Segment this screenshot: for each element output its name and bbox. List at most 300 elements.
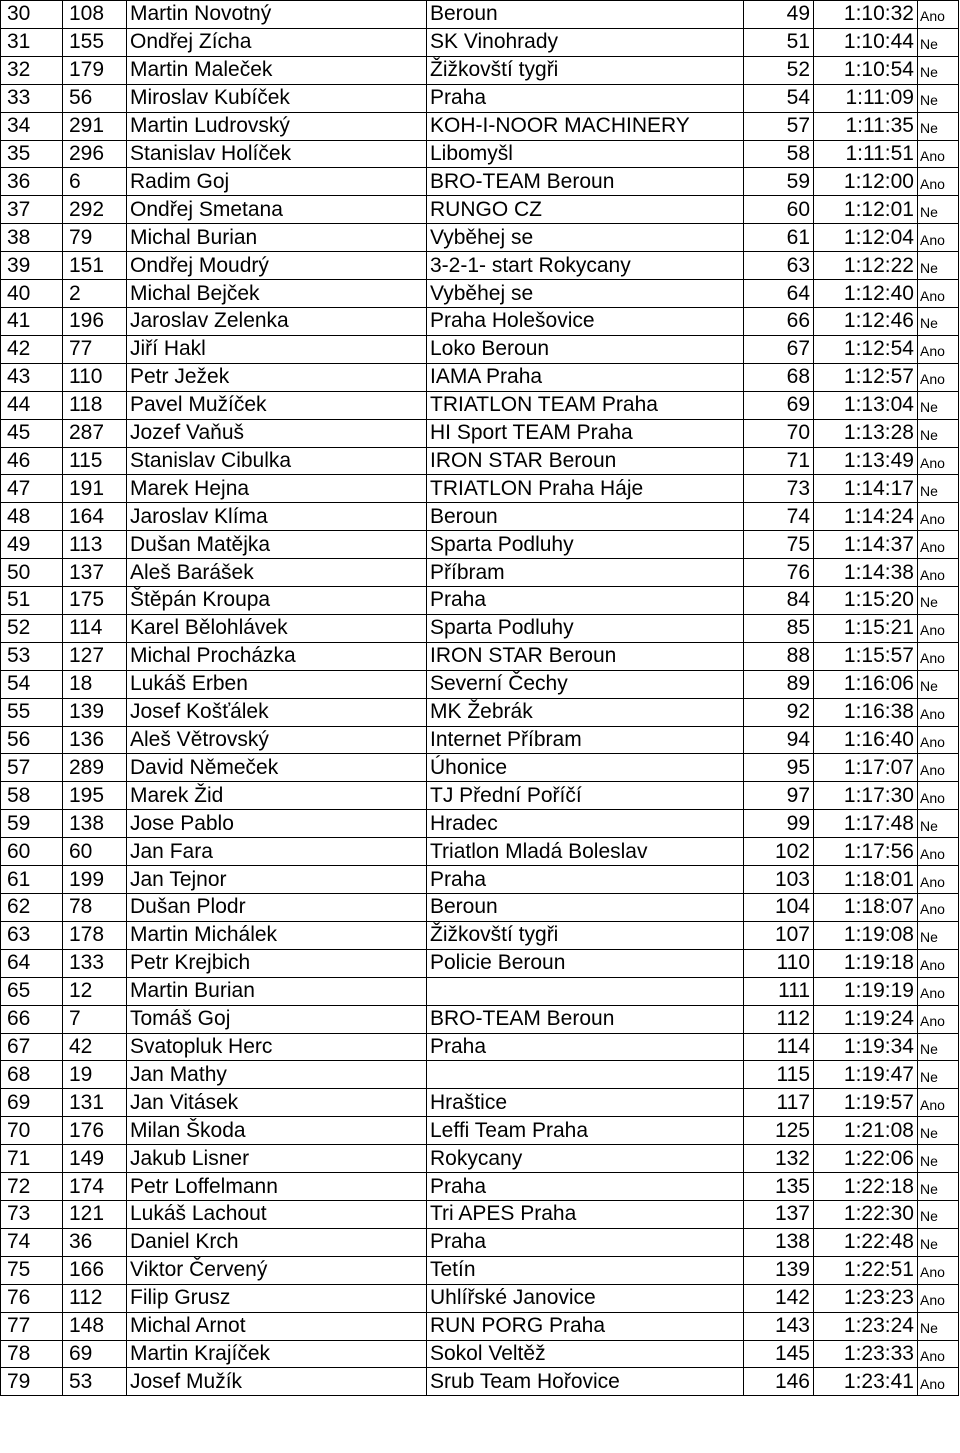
club-cell: Srub Team Hořovice [427, 1368, 744, 1396]
runner-name-cell: Stanislav Holíček [127, 140, 427, 168]
club-cell: Beroun [427, 894, 744, 922]
overall-rank-cell: 112 [744, 1005, 814, 1033]
bib-number-cell: 176 [63, 1117, 127, 1145]
runner-name-cell: Josef Mužík [127, 1368, 427, 1396]
club-cell: Žižkovští tygři [427, 921, 744, 949]
bib-number-cell: 60 [63, 838, 127, 866]
overall-rank-cell: 66 [744, 307, 814, 335]
bib-number-cell: 149 [63, 1145, 127, 1173]
place-cell: 65 [1, 977, 63, 1005]
overall-rank-cell: 142 [744, 1284, 814, 1312]
bib-number-cell: 137 [63, 559, 127, 587]
finish-time-cell: 1:10:44 [814, 28, 918, 56]
flag-cell: Ne [918, 921, 959, 949]
place-cell: 67 [1, 1033, 63, 1061]
runner-name-cell: Michal Burian [127, 224, 427, 252]
club-cell: Vyběhej se [427, 280, 744, 308]
place-cell: 63 [1, 921, 63, 949]
flag-cell: Ne [918, 391, 959, 419]
place-cell: 35 [1, 140, 63, 168]
place-cell: 41 [1, 307, 63, 335]
runner-name-cell: Dušan Plodr [127, 894, 427, 922]
club-cell [427, 977, 744, 1005]
club-cell: Policie Beroun [427, 949, 744, 977]
flag-cell: Ano [918, 977, 959, 1005]
place-cell: 75 [1, 1256, 63, 1284]
runner-name-cell: Michal Bejček [127, 280, 427, 308]
table-row [1, 670, 959, 698]
overall-rank-cell: 84 [744, 587, 814, 615]
finish-time-cell: 1:23:24 [814, 1312, 918, 1340]
finish-time-cell: 1:19:57 [814, 1089, 918, 1117]
club-cell: Rokycany [427, 1145, 744, 1173]
runner-name-cell: Karel Bělohlávek [127, 614, 427, 642]
runner-name-cell: Jaroslav Zelenka [127, 307, 427, 335]
overall-rank-cell: 63 [744, 252, 814, 280]
flag-cell: Ne [918, 810, 959, 838]
club-cell: TRIATLON TEAM Praha [427, 391, 744, 419]
bib-number-cell: 191 [63, 475, 127, 503]
place-cell: 73 [1, 1200, 63, 1228]
bib-number-cell: 113 [63, 531, 127, 559]
finish-time-cell: 1:22:51 [814, 1256, 918, 1284]
overall-rank-cell: 75 [744, 531, 814, 559]
runner-name-cell: Jose Pablo [127, 810, 427, 838]
finish-time-cell: 1:19:47 [814, 1061, 918, 1089]
runner-name-cell: Milan Škoda [127, 1117, 427, 1145]
place-cell: 48 [1, 503, 63, 531]
overall-rank-cell: 58 [744, 140, 814, 168]
flag-cell: Ano [918, 1284, 959, 1312]
runner-name-cell: Martin Novotný [127, 1, 427, 29]
bib-number-cell: 179 [63, 56, 127, 84]
finish-time-cell: 1:16:38 [814, 698, 918, 726]
table-row [1, 866, 959, 894]
flag-cell: Ne [918, 1173, 959, 1201]
finish-time-cell: 1:10:54 [814, 56, 918, 84]
table-row [1, 838, 959, 866]
place-cell: 77 [1, 1312, 63, 1340]
finish-time-cell: 1:17:07 [814, 754, 918, 782]
club-cell: TJ Přední Poříčí [427, 782, 744, 810]
club-cell: BRO-TEAM Beroun [427, 168, 744, 196]
place-cell: 42 [1, 335, 63, 363]
overall-rank-cell: 102 [744, 838, 814, 866]
overall-rank-cell: 85 [744, 614, 814, 642]
runner-name-cell: Svatopluk Herc [127, 1033, 427, 1061]
place-cell: 62 [1, 894, 63, 922]
club-cell [427, 1061, 744, 1089]
table-row [1, 1200, 959, 1228]
club-cell: Vyběhej se [427, 224, 744, 252]
table-row [1, 531, 959, 559]
finish-time-cell: 1:13:04 [814, 391, 918, 419]
finish-time-cell: 1:23:23 [814, 1284, 918, 1312]
flag-cell: Ano [918, 503, 959, 531]
flag-cell: Ano [918, 335, 959, 363]
runner-name-cell: Marek Hejna [127, 475, 427, 503]
bib-number-cell: 175 [63, 587, 127, 615]
club-cell: Beroun [427, 1, 744, 29]
place-cell: 58 [1, 782, 63, 810]
club-cell: SK Vinohrady [427, 28, 744, 56]
finish-time-cell: 1:16:06 [814, 670, 918, 698]
bib-number-cell: 79 [63, 224, 127, 252]
bib-number-cell: 36 [63, 1228, 127, 1256]
bib-number-cell: 291 [63, 112, 127, 140]
place-cell: 61 [1, 866, 63, 894]
table-row [1, 140, 959, 168]
bib-number-cell: 287 [63, 419, 127, 447]
place-cell: 66 [1, 1005, 63, 1033]
flag-cell: Ne [918, 1228, 959, 1256]
table-row [1, 559, 959, 587]
club-cell: Praha [427, 587, 744, 615]
runner-name-cell: Jan Tejnor [127, 866, 427, 894]
flag-cell: Ne [918, 252, 959, 280]
table-row [1, 1061, 959, 1089]
bib-number-cell: 118 [63, 391, 127, 419]
finish-time-cell: 1:16:40 [814, 726, 918, 754]
flag-cell: Ano [918, 224, 959, 252]
club-cell: Tri APES Praha [427, 1200, 744, 1228]
bib-number-cell: 136 [63, 726, 127, 754]
flag-cell: Ano [918, 838, 959, 866]
flag-cell: Ano [918, 531, 959, 559]
place-cell: 53 [1, 642, 63, 670]
finish-time-cell: 1:11:51 [814, 140, 918, 168]
bib-number-cell: 199 [63, 866, 127, 894]
runner-name-cell: Jan Fara [127, 838, 427, 866]
club-cell: Praha [427, 84, 744, 112]
overall-rank-cell: 68 [744, 363, 814, 391]
place-cell: 79 [1, 1368, 63, 1396]
place-cell: 71 [1, 1145, 63, 1173]
bib-number-cell: 164 [63, 503, 127, 531]
finish-time-cell: 1:17:56 [814, 838, 918, 866]
finish-time-cell: 1:11:09 [814, 84, 918, 112]
overall-rank-cell: 64 [744, 280, 814, 308]
runner-name-cell: Ondřej Smetana [127, 196, 427, 224]
finish-time-cell: 1:19:34 [814, 1033, 918, 1061]
overall-rank-cell: 138 [744, 1228, 814, 1256]
place-cell: 76 [1, 1284, 63, 1312]
runner-name-cell: Jaroslav Klíma [127, 503, 427, 531]
finish-time-cell: 1:13:28 [814, 419, 918, 447]
place-cell: 51 [1, 587, 63, 615]
overall-rank-cell: 49 [744, 1, 814, 29]
finish-time-cell: 1:12:46 [814, 307, 918, 335]
table-row [1, 56, 959, 84]
finish-time-cell: 1:19:18 [814, 949, 918, 977]
runner-name-cell: Aleš Barášek [127, 559, 427, 587]
flag-cell: Ano [918, 642, 959, 670]
table-row [1, 894, 959, 922]
club-cell: BRO-TEAM Beroun [427, 1005, 744, 1033]
finish-time-cell: 1:14:37 [814, 531, 918, 559]
club-cell: Triatlon Mladá Boleslav [427, 838, 744, 866]
club-cell: Sparta Podluhy [427, 614, 744, 642]
place-cell: 36 [1, 168, 63, 196]
finish-time-cell: 1:12:40 [814, 280, 918, 308]
runner-name-cell: Tomáš Goj [127, 1005, 427, 1033]
club-cell: Praha [427, 1033, 744, 1061]
bib-number-cell: 133 [63, 949, 127, 977]
table-row [1, 1, 959, 29]
finish-time-cell: 1:11:35 [814, 112, 918, 140]
place-cell: 31 [1, 28, 63, 56]
runner-name-cell: Jakub Lisner [127, 1145, 427, 1173]
bib-number-cell: 77 [63, 335, 127, 363]
overall-rank-cell: 125 [744, 1117, 814, 1145]
flag-cell: Ano [918, 363, 959, 391]
flag-cell: Ano [918, 866, 959, 894]
overall-rank-cell: 73 [744, 475, 814, 503]
flag-cell: Ne [918, 670, 959, 698]
bib-number-cell: 19 [63, 1061, 127, 1089]
flag-cell: Ano [918, 754, 959, 782]
flag-cell: Ne [918, 196, 959, 224]
flag-cell: Ne [918, 112, 959, 140]
flag-cell: Ano [918, 782, 959, 810]
place-cell: 34 [1, 112, 63, 140]
place-cell: 57 [1, 754, 63, 782]
table-row [1, 28, 959, 56]
place-cell: 74 [1, 1228, 63, 1256]
flag-cell: Ano [918, 1005, 959, 1033]
bib-number-cell: 69 [63, 1340, 127, 1368]
finish-time-cell: 1:12:22 [814, 252, 918, 280]
bib-number-cell: 174 [63, 1173, 127, 1201]
table-row [1, 1173, 959, 1201]
place-cell: 52 [1, 614, 63, 642]
flag-cell: Ne [918, 56, 959, 84]
runner-name-cell: Michal Arnot [127, 1312, 427, 1340]
bib-number-cell: 127 [63, 642, 127, 670]
table-row [1, 335, 959, 363]
finish-time-cell: 1:18:01 [814, 866, 918, 894]
runner-name-cell: Jan Vitásek [127, 1089, 427, 1117]
table-row [1, 391, 959, 419]
bib-number-cell: 6 [63, 168, 127, 196]
bib-number-cell: 155 [63, 28, 127, 56]
place-cell: 78 [1, 1340, 63, 1368]
bib-number-cell: 108 [63, 1, 127, 29]
flag-cell: Ne [918, 1117, 959, 1145]
place-cell: 43 [1, 363, 63, 391]
results-table-body [1, 1, 959, 1396]
place-cell: 72 [1, 1173, 63, 1201]
overall-rank-cell: 57 [744, 112, 814, 140]
finish-time-cell: 1:21:08 [814, 1117, 918, 1145]
overall-rank-cell: 51 [744, 28, 814, 56]
runner-name-cell: Dušan Matějka [127, 531, 427, 559]
place-cell: 44 [1, 391, 63, 419]
finish-time-cell: 1:18:07 [814, 894, 918, 922]
table-row [1, 810, 959, 838]
flag-cell: Ano [918, 1256, 959, 1284]
place-cell: 45 [1, 419, 63, 447]
finish-time-cell: 1:17:48 [814, 810, 918, 838]
table-row [1, 1089, 959, 1117]
bib-number-cell: 114 [63, 614, 127, 642]
overall-rank-cell: 52 [744, 56, 814, 84]
bib-number-cell: 151 [63, 252, 127, 280]
finish-time-cell: 1:19:19 [814, 977, 918, 1005]
club-cell: Praha Holešovice [427, 307, 744, 335]
table-row [1, 949, 959, 977]
finish-time-cell: 1:23:41 [814, 1368, 918, 1396]
overall-rank-cell: 69 [744, 391, 814, 419]
flag-cell: Ano [918, 726, 959, 754]
overall-rank-cell: 61 [744, 224, 814, 252]
overall-rank-cell: 60 [744, 196, 814, 224]
club-cell: Úhonice [427, 754, 744, 782]
club-cell: 3-2-1- start Rokycany [427, 252, 744, 280]
club-cell: Beroun [427, 503, 744, 531]
overall-rank-cell: 103 [744, 866, 814, 894]
flag-cell: Ne [918, 1145, 959, 1173]
finish-time-cell: 1:12:00 [814, 168, 918, 196]
bib-number-cell: 2 [63, 280, 127, 308]
finish-time-cell: 1:12:04 [814, 224, 918, 252]
club-cell: Leffi Team Praha [427, 1117, 744, 1145]
bib-number-cell: 178 [63, 921, 127, 949]
flag-cell: Ne [918, 587, 959, 615]
overall-rank-cell: 88 [744, 642, 814, 670]
flag-cell: Ano [918, 1340, 959, 1368]
overall-rank-cell: 59 [744, 168, 814, 196]
runner-name-cell: Martin Maleček [127, 56, 427, 84]
finish-time-cell: 1:12:54 [814, 335, 918, 363]
bib-number-cell: 18 [63, 670, 127, 698]
flag-cell: Ano [918, 949, 959, 977]
overall-rank-cell: 71 [744, 447, 814, 475]
flag-cell: Ano [918, 698, 959, 726]
runner-name-cell: Pavel Mužíček [127, 391, 427, 419]
flag-cell: Ano [918, 614, 959, 642]
runner-name-cell: Petr Krejbich [127, 949, 427, 977]
overall-rank-cell: 99 [744, 810, 814, 838]
place-cell: 50 [1, 559, 63, 587]
club-cell: Severní Čechy [427, 670, 744, 698]
bib-number-cell: 166 [63, 1256, 127, 1284]
finish-time-cell: 1:22:30 [814, 1200, 918, 1228]
runner-name-cell: Miroslav Kubíček [127, 84, 427, 112]
club-cell: Hraštice [427, 1089, 744, 1117]
runner-name-cell: Jozef Vaňuš [127, 419, 427, 447]
club-cell: Praha [427, 1228, 744, 1256]
finish-time-cell: 1:14:38 [814, 559, 918, 587]
table-row [1, 921, 959, 949]
runner-name-cell: Radim Goj [127, 168, 427, 196]
table-row [1, 447, 959, 475]
club-cell: Praha [427, 1173, 744, 1201]
bib-number-cell: 139 [63, 698, 127, 726]
table-row [1, 168, 959, 196]
table-row [1, 224, 959, 252]
runner-name-cell: Jiří Hakl [127, 335, 427, 363]
overall-rank-cell: 89 [744, 670, 814, 698]
table-row [1, 475, 959, 503]
flag-cell: Ano [918, 894, 959, 922]
overall-rank-cell: 143 [744, 1312, 814, 1340]
finish-time-cell: 1:19:24 [814, 1005, 918, 1033]
flag-cell: Ne [918, 1312, 959, 1340]
runner-name-cell: Ondřej Zícha [127, 28, 427, 56]
finish-time-cell: 1:12:57 [814, 363, 918, 391]
bib-number-cell: 110 [63, 363, 127, 391]
finish-time-cell: 1:15:21 [814, 614, 918, 642]
overall-rank-cell: 110 [744, 949, 814, 977]
overall-rank-cell: 115 [744, 1061, 814, 1089]
club-cell: RUN PORG Praha [427, 1312, 744, 1340]
runner-name-cell: Daniel Krch [127, 1228, 427, 1256]
place-cell: 40 [1, 280, 63, 308]
bib-number-cell: 112 [63, 1284, 127, 1312]
table-row [1, 1312, 959, 1340]
place-cell: 38 [1, 224, 63, 252]
club-cell: KOH-I-NOOR MACHINERY [427, 112, 744, 140]
club-cell: Hradec [427, 810, 744, 838]
flag-cell: Ano [918, 447, 959, 475]
table-row [1, 1228, 959, 1256]
runner-name-cell: Marek Žid [127, 782, 427, 810]
club-cell: Sparta Podluhy [427, 531, 744, 559]
overall-rank-cell: 137 [744, 1200, 814, 1228]
club-cell: Loko Beroun [427, 335, 744, 363]
bib-number-cell: 78 [63, 894, 127, 922]
finish-time-cell: 1:22:48 [814, 1228, 918, 1256]
table-row [1, 252, 959, 280]
club-cell: IRON STAR Beroun [427, 642, 744, 670]
table-row [1, 698, 959, 726]
place-cell: 64 [1, 949, 63, 977]
runner-name-cell: Filip Grusz [127, 1284, 427, 1312]
flag-cell: Ne [918, 28, 959, 56]
flag-cell: Ano [918, 1368, 959, 1396]
table-row [1, 1368, 959, 1396]
place-cell: 39 [1, 252, 63, 280]
overall-rank-cell: 92 [744, 698, 814, 726]
flag-cell: Ano [918, 1089, 959, 1117]
club-cell: Tetín [427, 1256, 744, 1284]
place-cell: 49 [1, 531, 63, 559]
overall-rank-cell: 97 [744, 782, 814, 810]
table-row [1, 419, 959, 447]
table-row [1, 726, 959, 754]
overall-rank-cell: 146 [744, 1368, 814, 1396]
flag-cell: Ne [918, 475, 959, 503]
place-cell: 54 [1, 670, 63, 698]
flag-cell: Ano [918, 140, 959, 168]
table-row [1, 782, 959, 810]
finish-time-cell: 1:15:57 [814, 642, 918, 670]
table-row [1, 363, 959, 391]
club-cell: Libomyšl [427, 140, 744, 168]
bib-number-cell: 42 [63, 1033, 127, 1061]
place-cell: 69 [1, 1089, 63, 1117]
runner-name-cell: Aleš Větrovský [127, 726, 427, 754]
runner-name-cell: Martin Michálek [127, 921, 427, 949]
flag-cell: Ne [918, 84, 959, 112]
place-cell: 68 [1, 1061, 63, 1089]
club-cell: IRON STAR Beroun [427, 447, 744, 475]
table-row [1, 84, 959, 112]
overall-rank-cell: 145 [744, 1340, 814, 1368]
table-row [1, 112, 959, 140]
table-row [1, 754, 959, 782]
